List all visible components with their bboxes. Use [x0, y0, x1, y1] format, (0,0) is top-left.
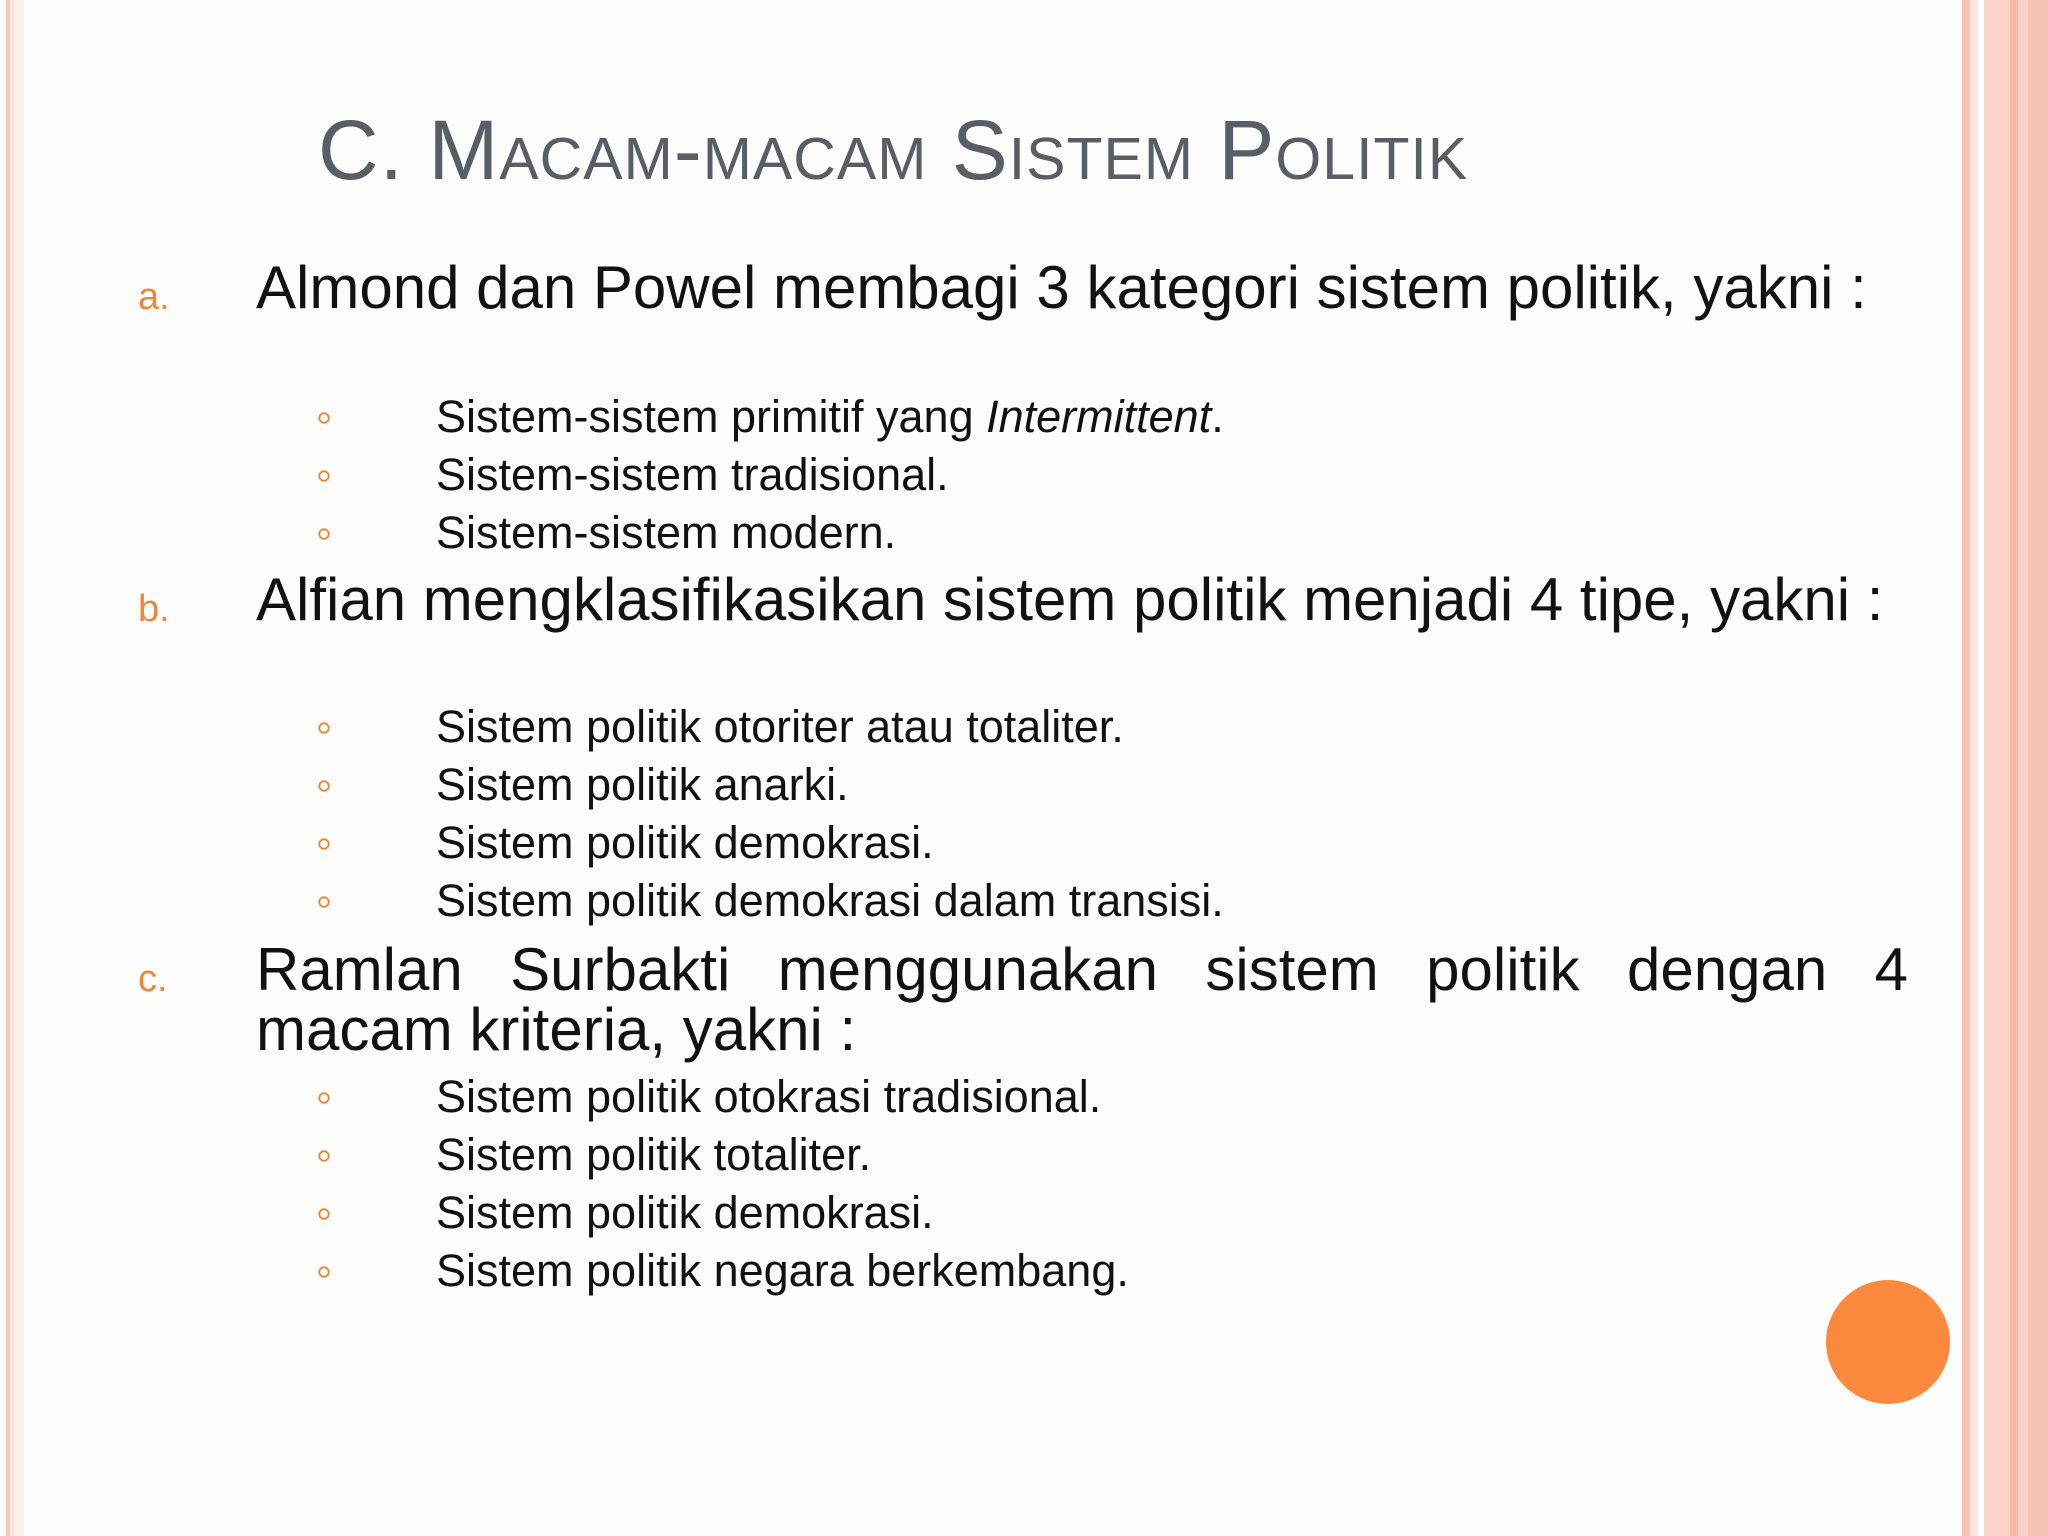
list-item	[318, 388, 1618, 446]
section-heading: Ramlan Surbakti menggunakan sistem politik dengan 4 macam kriteria, yakni :	[256, 936, 1908, 1063]
list-item	[318, 698, 1618, 756]
italic-term: Intermittent	[986, 391, 1212, 442]
list-item-text: Sistem politik negara berkembang.	[436, 1245, 1129, 1296]
section-heading: Almond dan Powel membagi 3 kategori sistem politik, yakni :	[256, 254, 1867, 321]
orange-circle-decoration	[1826, 1280, 1950, 1404]
circle-bullet-icon	[318, 1150, 329, 1161]
list-item-text: Sistem politik totaliter.	[436, 1129, 872, 1180]
list-item	[318, 814, 1618, 872]
section-marker: b.	[138, 588, 170, 630]
list-item	[318, 872, 1618, 930]
circle-bullet-icon	[318, 896, 329, 907]
circle-bullet-icon	[318, 838, 329, 849]
list-item	[318, 1242, 1618, 1300]
section-heading: Alfian mengklasifikasikan sistem politik menjadi 4 tipe, yakni :	[256, 566, 1884, 633]
circle-bullet-icon	[318, 470, 329, 481]
circle-bullet-icon	[318, 528, 329, 539]
list-item-text: Sistem politik anarki.	[436, 759, 849, 810]
list-item-text: Sistem politik otokrasi tradisional.	[436, 1071, 1102, 1122]
list-item-text: Sistem politik demokrasi.	[436, 1187, 934, 1238]
list-item-text: Sistem politik demokrasi.	[436, 817, 934, 868]
circle-bullet-icon	[318, 1092, 329, 1103]
right-decorative-border	[1956, 0, 2048, 1536]
slide-title: C. Macam-macam Sistem Politik	[318, 103, 1469, 197]
section-marker: a.	[138, 276, 170, 318]
list-item	[318, 1126, 1618, 1184]
list-item	[318, 756, 1618, 814]
list-item	[318, 504, 1618, 562]
circle-bullet-icon	[318, 1208, 329, 1219]
list-item	[318, 1068, 1618, 1126]
list-item	[318, 446, 1618, 504]
list-item-text: Sistem-sistem modern.	[436, 507, 897, 558]
list-item-text: Sistem politik otoriter atau totaliter.	[436, 701, 1124, 752]
circle-bullet-icon	[318, 412, 329, 423]
circle-bullet-icon	[318, 722, 329, 733]
circle-bullet-icon	[318, 780, 329, 791]
list-item-text: Sistem politik demokrasi dalam transisi.	[436, 875, 1224, 926]
list-item	[318, 1184, 1618, 1242]
circle-bullet-icon	[318, 1266, 329, 1277]
section-marker: c.	[138, 958, 168, 1000]
list-item-text: Sistem-sistem primitif yang Intermittent.	[436, 391, 1224, 442]
left-decorative-border	[0, 0, 24, 1536]
list-item-text: Sistem-sistem tradisional.	[436, 449, 949, 500]
